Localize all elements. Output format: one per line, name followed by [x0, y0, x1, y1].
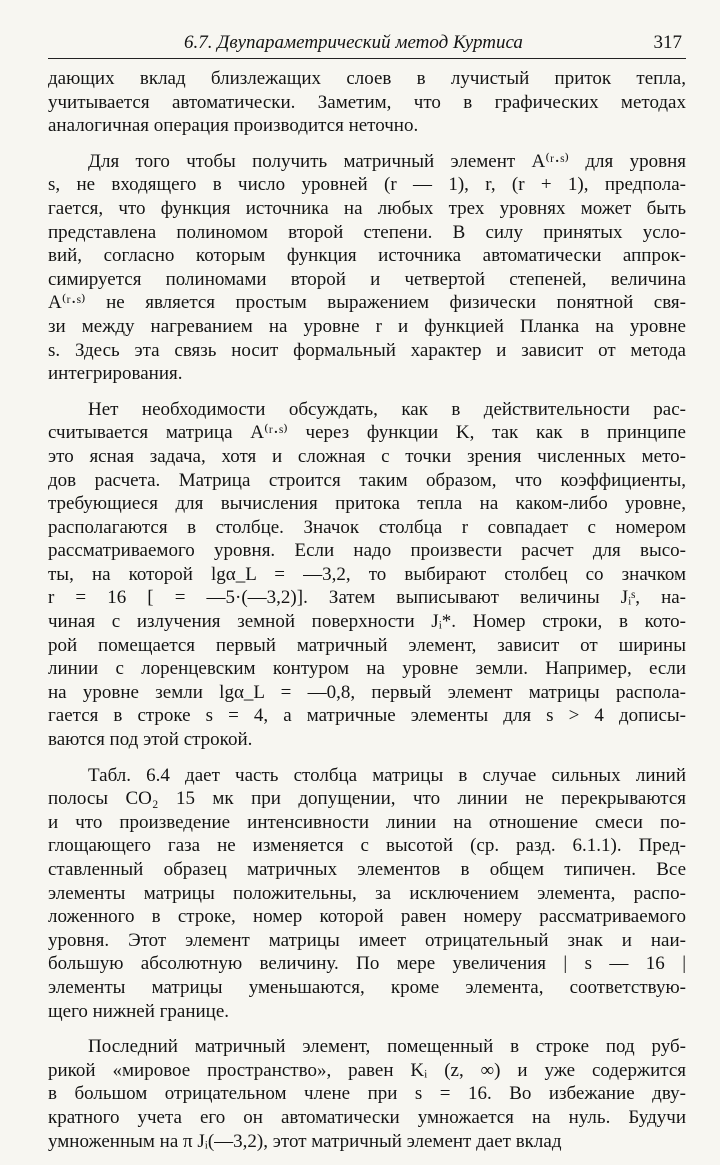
- text-line: элементы матрицы положительны, за исключением элемента, распо-: [48, 882, 686, 904]
- text-line: представлена полиномом второй степени. В силу принятых усло-: [48, 221, 686, 243]
- paragraph: [48, 764, 686, 1024]
- text-line: элементы матрицы уменьшаются, кроме элемента, соответствую-: [48, 976, 686, 998]
- text-line: Для того чтобы получить матричный элемент A⁽ʳ·ˢ⁾ для уровня: [88, 150, 686, 172]
- text-line: Нет необходимости обсуждать, как в действительности рас-: [88, 398, 686, 420]
- text-line: Последний матричный элемент, помещенный в строке под руб-: [88, 1036, 686, 1058]
- text-line: зи между нагреванием на уровне r и функцией Планка на уровне: [48, 315, 686, 337]
- paragraph: [48, 398, 686, 752]
- text-line: s. Здесь эта связь носит формальный характер и зависит от метода: [48, 339, 686, 361]
- running-header: [48, 32, 686, 56]
- paragraph: [48, 67, 686, 138]
- text-line: в большом отрицательном члене при s = 16. Во избежание дву-: [48, 1083, 686, 1105]
- text-line: большую абсолютную величину. По мере увеличения | s — 16 |: [48, 953, 686, 975]
- text-line: рикой «мировое пространство», равен Kᵢ (z, ∞) и уже содержится: [48, 1059, 686, 1081]
- paragraph: [48, 1035, 686, 1153]
- body-text: [48, 67, 686, 1165]
- text-line: требующиеся для вычисления притока тепла на каком-либо уровне,: [48, 493, 686, 515]
- text-line: ты, на которой lgα_L = —3,2, то выбирают столбец со значком: [48, 563, 686, 585]
- text-line: щего нижней границе.: [48, 1000, 230, 1022]
- text-line: дающих вклад близлежащих слоев в лучистый приток тепла,: [48, 68, 686, 89]
- running-title: 6.7. Двупараметрический метод Куртиса: [184, 32, 523, 53]
- text-line: вий, согласно которым функция источника автоматически аппрок-: [48, 245, 686, 267]
- text-line: Табл. 6.4 дает часть столбца матрицы в случае сильных линий: [88, 764, 686, 786]
- text-line: ложенного в строке, номер которой равен номеру рассматриваемого: [48, 906, 686, 928]
- text-line: ставленный образец матричных элементов в общем типичен. Все: [48, 859, 686, 880]
- page-number: 317: [653, 32, 682, 53]
- text-line: аналогичная операция производится неточно.: [48, 115, 419, 137]
- paragraph: [48, 150, 686, 386]
- text-line: ваются под этой строкой.: [48, 729, 253, 751]
- text-line: A⁽ʳ·ˢ⁾ не является простым выражением физически понятной свя-: [48, 292, 686, 314]
- text-line: кратного учета его он автоматически умножается на нуль. Будучи: [48, 1106, 686, 1128]
- text-line: уровня. Этот элемент матрицы имеет отрицательный знак и наи-: [48, 929, 686, 951]
- text-line: на уровне земли lgα_L = —0,8, первый элемент матрицы распола-: [48, 681, 686, 703]
- text-line: рассматриваемого уровня. Если надо произвести расчет для высо-: [48, 540, 686, 562]
- text-line: r = 16 [ = —5·(—3,2)]. Затем выписывают величины Jᵢˢ, на-: [48, 587, 686, 609]
- text-line: и что произведение интенсивности линии на отношение смеси по-: [48, 811, 686, 833]
- text-line: s, не входящего в число уровней (r — 1), r, (r + 1), предпола-: [48, 174, 686, 196]
- text-line: симируется полиномами второй и четвертой степеней, величина: [48, 268, 686, 290]
- text-line: гается, что функция источника на любых трех уровнях может быть: [48, 197, 686, 219]
- text-line: глощающего газа не изменяется с высотой (ср. разд. 6.1.1). Пред-: [48, 835, 686, 857]
- text-line: линии с лоренцевским контуром на уровне земли. Например, если: [48, 658, 686, 680]
- text-line: чиная с излучения земной поверхности Jᵢ*. Номер строки, в кото-: [48, 611, 686, 633]
- text-line: рой помещается первый матричный элемент, зависит от ширины: [48, 634, 686, 656]
- text-line: это ясная задача, хотя и сложная с точки зрения численных мето-: [48, 445, 686, 467]
- text-line: интегрирования.: [48, 363, 183, 385]
- text-line: умноженным на π Jᵢ(—3,2), этот матричный элемент дает вклад: [48, 1130, 562, 1152]
- text-line: располагаются в столбце. Значок столбца r совпадает с номером: [48, 516, 686, 538]
- text-line: дов расчета. Матрица строится таким образом, что коэффициенты,: [48, 469, 686, 491]
- text-line: считывается матрица A⁽ʳ·ˢ⁾ через функции K, так как в принципе: [48, 422, 686, 444]
- text-line: полосы CO₂ 15 мк при допущении, что линии не перекрываются: [48, 788, 686, 810]
- text-line: гается в строке s = 4, а матричные элементы для s > 4 дописы-: [48, 705, 686, 727]
- text-line: учитывается автоматически. Заметим, что в графических методах: [48, 91, 686, 113]
- header-rule: [48, 58, 686, 59]
